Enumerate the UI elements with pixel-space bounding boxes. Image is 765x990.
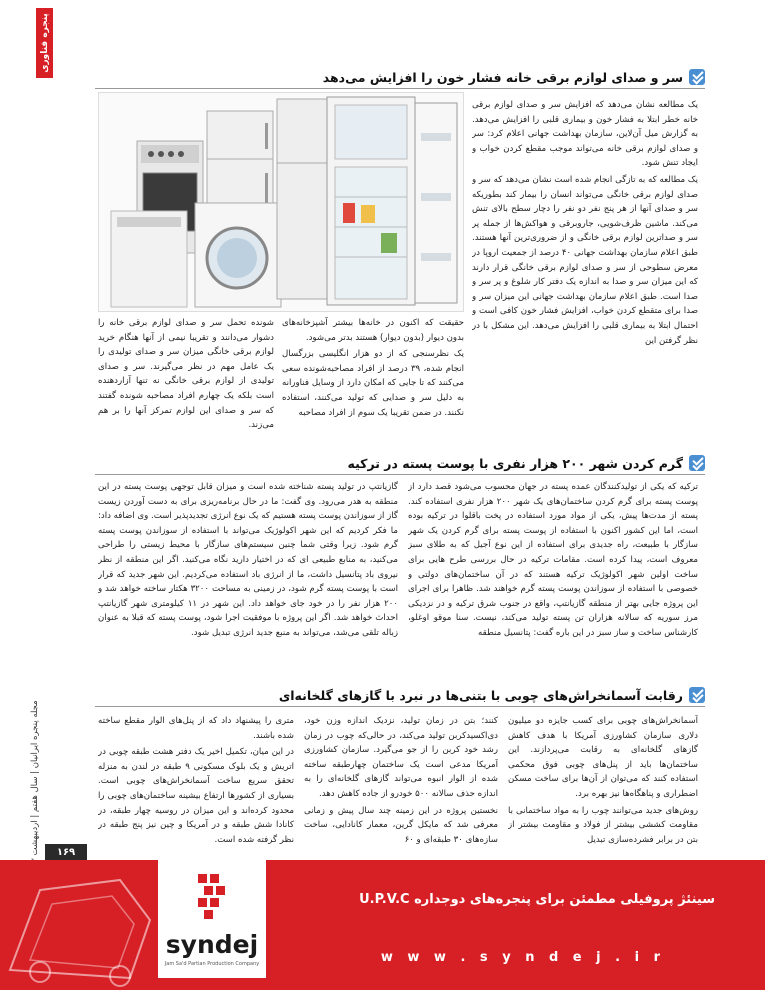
brand-logo[interactable] [158, 860, 266, 978]
article2-header [348, 452, 706, 474]
banner-slogan: سینئژ پروفیلی مطمئن برای پنجره‌های دوجداره U.P.V.C [359, 892, 715, 907]
article3-title: رقابت آسمانخراش‌های چوبی با بتنی‌ها در نبرد با گازهای گلخانه‌ای [278, 687, 683, 703]
article1-col-middle: حقیقت که اکنون در خانه‌ها بیشتر آشپزخانه‌های بدون دیوار (بدون دیوار) هستند بدتر می‌شود. یک نظرسنجی که از دو هزار انگلیسی بزرگسال انجام شده، ۳۹ درصد از افراد مصاحبه‌شونده سعی می‌کنند که تا جایی که امکان دارد از وسایل فناورانه به دلیل سر و صدایی که تولید می‌کنند، استفاده نکنند. در ضمن تقریبا یک سوم از افراد مصاحبه [282, 318, 464, 418]
article3-rule [95, 706, 705, 707]
appliances-illustration [99, 93, 464, 312]
brand-tagline: Jam Sa'd Partian Production Company [164, 961, 260, 967]
side-strip [0, 0, 24, 860]
article2-title: گرم کردن شهر ۲۰۰ هزار نفری با پوست پسته در ترکیه [347, 455, 683, 471]
article3-col-right: آسمانخراش‌های چوبی برای کسب جایزه دو میلیون دلاری سازمان کشاورزی آمریکا با هدف کاهش گازهای گلخانه‌ای به رقابت می‌پردازند. این ساختمان‌ها باید از پنل‌های چوبی فوق محکمی استفاده کنند که می‌توان از آن‌ها برای ساخت مسکن اضطراری و پناهگاه‌ها نیز بهره برد. روش‌های جدید می‌توانند چوب را به مواد ساختمانی با مقاومت کششی بیشتر از فولاد و مقاومت بیشتر از بتن در برابر فشرده‌سازی تبدیل [508, 716, 698, 845]
section-label: پنجره فناوری [36, 8, 53, 78]
article1-header [323, 66, 705, 88]
chevron-double-down-icon [689, 455, 705, 471]
issue-info: مجله پنجره ایرانیان | سال هفتم | اردیبهشت [30, 700, 40, 856]
article1-col-left: شونده تحمل سر و صدای لوازم برقی خانه را دشوار می‌دانند و تقریبا نیمی از آنها هنگام خرید لوازم برقی خانگی میزان سر و صدای تولیدی را یک عامل مهم در نظر می‌گیرند. سر و صدای تولیدی از لوازم برقی خانگی نه تنها آزاردهنده است بلکه یک چهارم افراد مصاحبه شونده گفتند که سر و صدای این لوازم تمرکز آنها را بر هم می‌زند. [98, 318, 274, 431]
article2-rule [95, 474, 705, 475]
syndej-logo-icon [158, 860, 266, 930]
article2-col-right: ترکیه که یکی از تولیدکنندگان عمده پسته در جهان محسوب می‌شود قصد دارد از پوست پسته برای گرم کردن ساختمان‌های یک شهر ۲۰۰ هزار نفری استفاده کند. پسته از مدت‌ها پیش، یکی از مواد مورد استفاده در پخت باقلوا در ترکیه بوده است، اما این کشور اکنون با استفاده از پوست پسته برای گرم کردن یک شهر سازگار با طبیعت، راه جدیدی برای استفاده از این نوع آجیل که به طلای سبز معروف است، پیدا کرده است. مقامات ترکیه در حال بررسی طرح هایی برای ساخت اولین شهر اکولوژیک ترکیه هستند که در آن ساختمان‌های دولتی و خصوصی با استفاده از سوزاندن پوست پسته گرم خواهند شد. ظاهرا برای اجرای این پروژه جایی بهتر از منطقه گازیانتپ، واقع در جنوب شرق ترکیه و در نزدیکی مرز سوریه که سالانه هزاران تن پسته تولید می‌کند، نیست. سنا موقو اوغلو، کارشناس ساخت و ساز سبز در این باره گفت: پتانسیل منطقه [408, 482, 698, 638]
appliances-photo [98, 92, 464, 312]
article1-col-right: یک مطالعه نشان می‌دهد که افزایش سر و صدای لوازم برقی خانه خطر ابتلا به فشار خون و بیماری قلبی را افزایش می‌دهد. به گزارش میل آن‌لاین، سازمان بهداشت جهانی اعلام کرد: سر و صدای لوازم برقی خانه می‌تواند موجب مقطع کردن خواب و ایجاد تنش شود. یک مطالعه که به تازگی انجام شده است نشان می‌دهد که سر و صدای لوازم برقی خانگی می‌تواند انسان را بیمار کند بطوریکه سر و صدای آنها از هر پنج نفر دو نفر را دچار سطح بالای تنش می‌کند. ماشین ظرف‌شویی، جاروبرقی و هواکش‌ها از جمله پر سر و صداترین لوازم برقی خانگی و از ضروری‌ترین آنها هستند. طبق اعلام سازمان بهداشت جهانی ۴۰ درصد از جمعیت اروپا در معرض سطوحی از سر و صدای لوازم برقی خانگی قرار دارند که این میزان سر و صدا به اندازه یک دفتر کار شلوغ و پر سر و صدا است. طبق اعلام سازمان بهداشت جهانی این میزان سر و صدا برای متقطع کردن خواب، افزایش فشار خون کافی است و احتمال ابتلا به بیماری قلبی را افزایش می‌دهد. این مشکل با در نظر گرفتن این [472, 100, 698, 346]
brand-name: syndej [165, 930, 259, 959]
chevron-double-down-icon [689, 687, 705, 703]
article3-col-left: متری را پیشنهاد داد که از پنل‌های الوار مقطع ساخته شده باشند. در این میان، تکمیل اخیر یک دفتر هشت طبقه چوبی در اتریش و یک بلوک مسکونی ۹ طبقه در لندن به منزله تحقق سریع ساخت آسمانخراش‌های چوبی است. بسیاری از کشورها ارتفاع بیشینه ساختمان‌های چوبی را محدود کرده‌اند و این میزان در روسیه چهار طبقه، در کانادا شش طبقه و در آمریکا و چین نیز پنج طبقه در نظر گرفته شده است. [98, 716, 294, 845]
window-frame-illustration [0, 860, 160, 990]
article3-col-middle: کنند؛ بتن در زمان تولید، نزدیک اندازه وزن خود، دی‌اکسیدکربن تولید می‌کند، در حالی‌که چوب در زمان رشد خود کربن را از جو می‌گیرد. سازمان کشاورزی آمریکا مدعی است یک ساختمان چهارطبقه ساخته شده از الوار انبوه می‌تواند گازهای گلخانه‌ای را به اندازه حذف سالانه ۵۰۰ خودرو از جاده کاهش دهد. نخستین پروژه در این زمینه چند سال پیش و زمانی معرفی شد که مایکل گرین، معمار کانادایی، ساخت سازه‌های ۳۰ طبقه‌ای و ۶۰ [304, 716, 498, 845]
article2-col-left: گازیانتپ در تولید پسته شناخته شده است و میزان قابل توجهی پوست پسته در این منطقه به هدر می‌رود. وی گفت: ما در حال برنامه‌ریزی برای به دست آوردن زیست گاز از سوزاندن پوست پسته هستیم که یک نوع انرژی تجدیدپذیر است. وی اضافه داد: ما فکر کردیم که این شهر اکولوژیک می‌تواند با استفاده از سوزاندن پوست پسته گرم شود. زیرا وقتی شما چنین سیستم‌های سازگار با محیط زیستی را طراحی می‌کنید، به منابع طبیعی ای که در اختیار دارید نگاه می‌کنید. اگر این منطقه از نظر نیروی باد پتانسیل داشت، ما از انرژی باد استفاده می‌کردیم. این شهر جدید که قرار است با پوست پسته گرم شود، در زمینی به مساحت ۳۲۰۰ هکتار ساخته خواهد شد و ۲۰۰ هزار نفر را در خود جای خواهد داد. این شهر در ۱۱ کیلومتری شهر گازیانتپ احداث خواهد شد. اگر این پروژه با موفقیت اجرا شود، پوست پسته که قبلا به عنوان زباله تلقی می‌شد، می‌تواند به منبع جدید انرژی تبدیل شود. [98, 482, 398, 638]
article1-title: سر و صدای لوازم برقی خانه فشار خون را افزایش می‌دهد [322, 69, 683, 85]
article1-rule [95, 88, 705, 89]
footer-banner [0, 860, 765, 990]
page-number: ۱۶۹ [45, 844, 87, 862]
chevron-double-down-icon [689, 69, 705, 85]
article3-header [279, 684, 705, 706]
website-link[interactable]: w w w . s y n d e j . i r [380, 950, 665, 965]
